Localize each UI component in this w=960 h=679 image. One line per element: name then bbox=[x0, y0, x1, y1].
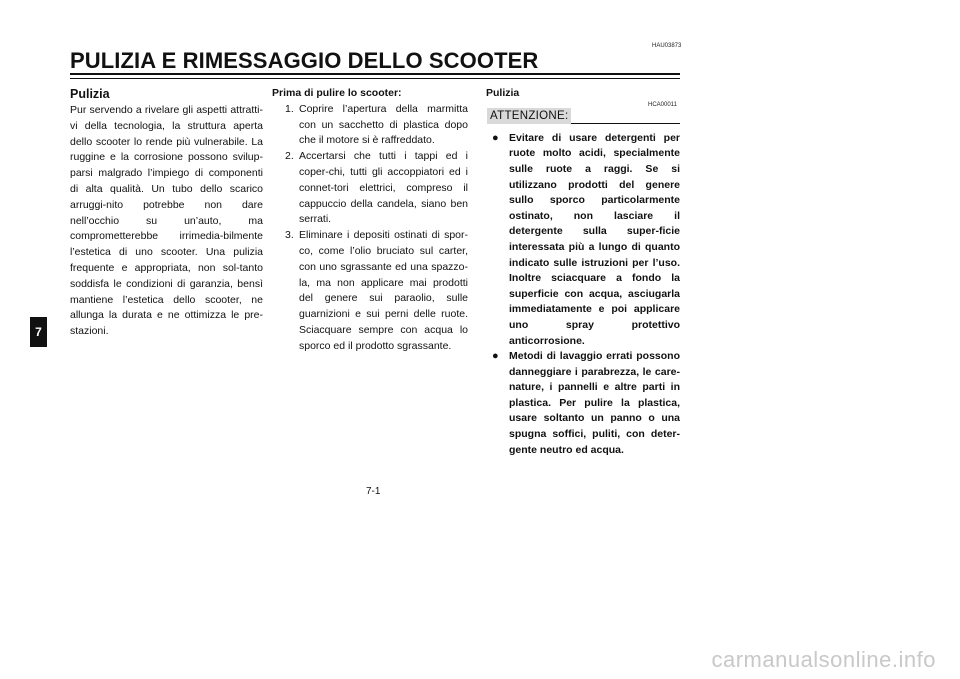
bullet-icon: ● bbox=[492, 131, 499, 144]
column-before-cleaning bbox=[272, 86, 468, 355]
caution-code: HCA00011 bbox=[648, 102, 677, 108]
step-number: 1. bbox=[285, 102, 294, 115]
bullet-icon: ● bbox=[492, 350, 499, 363]
page-number: 7-1 bbox=[366, 486, 381, 497]
before-cleaning-heading: Prima di pulire lo scooter: bbox=[272, 87, 402, 99]
header-code: HAU03873 bbox=[652, 43, 682, 49]
caution-label-row bbox=[486, 108, 680, 127]
step-text: Eliminare i depositi ostinati di spor-co, come l’olio bruciato sul carter, con uno sgrassante ed una spazzo-la, ma non applicare mai prodotti del genere sui paraolio, sulle guarnizioni e sui perni delle ruote. Sciacquare sempre con acqua lo sporco ed il prodotto sgrassante. bbox=[299, 229, 468, 352]
list-item bbox=[272, 149, 468, 228]
list-item bbox=[486, 349, 680, 458]
list-item bbox=[272, 228, 468, 354]
step-text: Accertarsi che tutti i tappi ed i coper-chi, tutti gli accoppiatori ed i connet-tori elettrici, compreso il cappuccio della candela, siano ben serrati. bbox=[299, 150, 468, 226]
chapter-tab: 7 bbox=[30, 317, 47, 347]
list-item bbox=[272, 102, 468, 149]
steps-list bbox=[272, 102, 468, 355]
watermark: carmanualsonline.info bbox=[711, 647, 936, 672]
list-item bbox=[486, 131, 680, 349]
caution-section-heading: Pulizia bbox=[486, 87, 520, 99]
bullet-text: Metodi di lavaggio errati possono danneggiare i parabrezza, le care-nature, i pannelli e altre parti in plastica. Per pulire la plastica, usare soltanto un panno o una spugna soffici, puliti, con deter-gente neutro ed acqua. bbox=[509, 350, 680, 456]
title-rule-thin bbox=[70, 78, 680, 79]
column-caution bbox=[486, 86, 680, 458]
intro-paragraph: Pur servendo a rivelare gli aspetti attratti-vi della tecnologia, la struttura aperta dello scooter lo rende più vulnerabile. La ruggine e la corrosione possono svilup-parsi malgrado l’impiego di componenti di alta qualità. Un tubo dello scarico arruggi-nito potrebbe non dare nell’occhio su un’auto, ma comprometterebbe irrimedia-bilmente l’estetica di uno scooter. Una pulizia frequente e appropriata, non sol-tanto soddisfa le condizioni di garanzia, bensì mantiene l’estetica dello scooter, ne allunga la durata e ne ottimizza le pre-stazioni. bbox=[70, 104, 263, 338]
column-intro bbox=[70, 86, 263, 340]
step-number: 2. bbox=[285, 150, 294, 163]
caution-underline bbox=[571, 123, 680, 124]
page-title: PULIZIA E RIMESSAGGIO DELLO SCOOTER bbox=[70, 48, 539, 73]
step-number: 3. bbox=[285, 229, 294, 242]
step-text: Coprire l’apertura della marmitta con un sacchetto di plastica dopo che il motore si è raffreddato. bbox=[299, 102, 468, 147]
caution-label: ATTENZIONE: bbox=[487, 108, 571, 124]
section-heading-pulizia: Pulizia bbox=[70, 87, 110, 101]
title-rule-thick bbox=[70, 73, 680, 75]
bullet-text: Evitare di usare detergenti per ruote molto acidi, specialmente sulle ruote a raggi. Se si utilizzano prodotti del genere sullo sporco particolarmente ostinato, non lasciare il detergente sulla super-ficie interessata più a lungo di quanto indicato sulle istruzioni per l’uso. Inoltre sciacquare a fondo la superficie con acqua, asciugarla immediatamente e poi applicare uno spray protettivo anticorrosione. bbox=[509, 131, 680, 347]
caution-bullets bbox=[486, 131, 680, 458]
